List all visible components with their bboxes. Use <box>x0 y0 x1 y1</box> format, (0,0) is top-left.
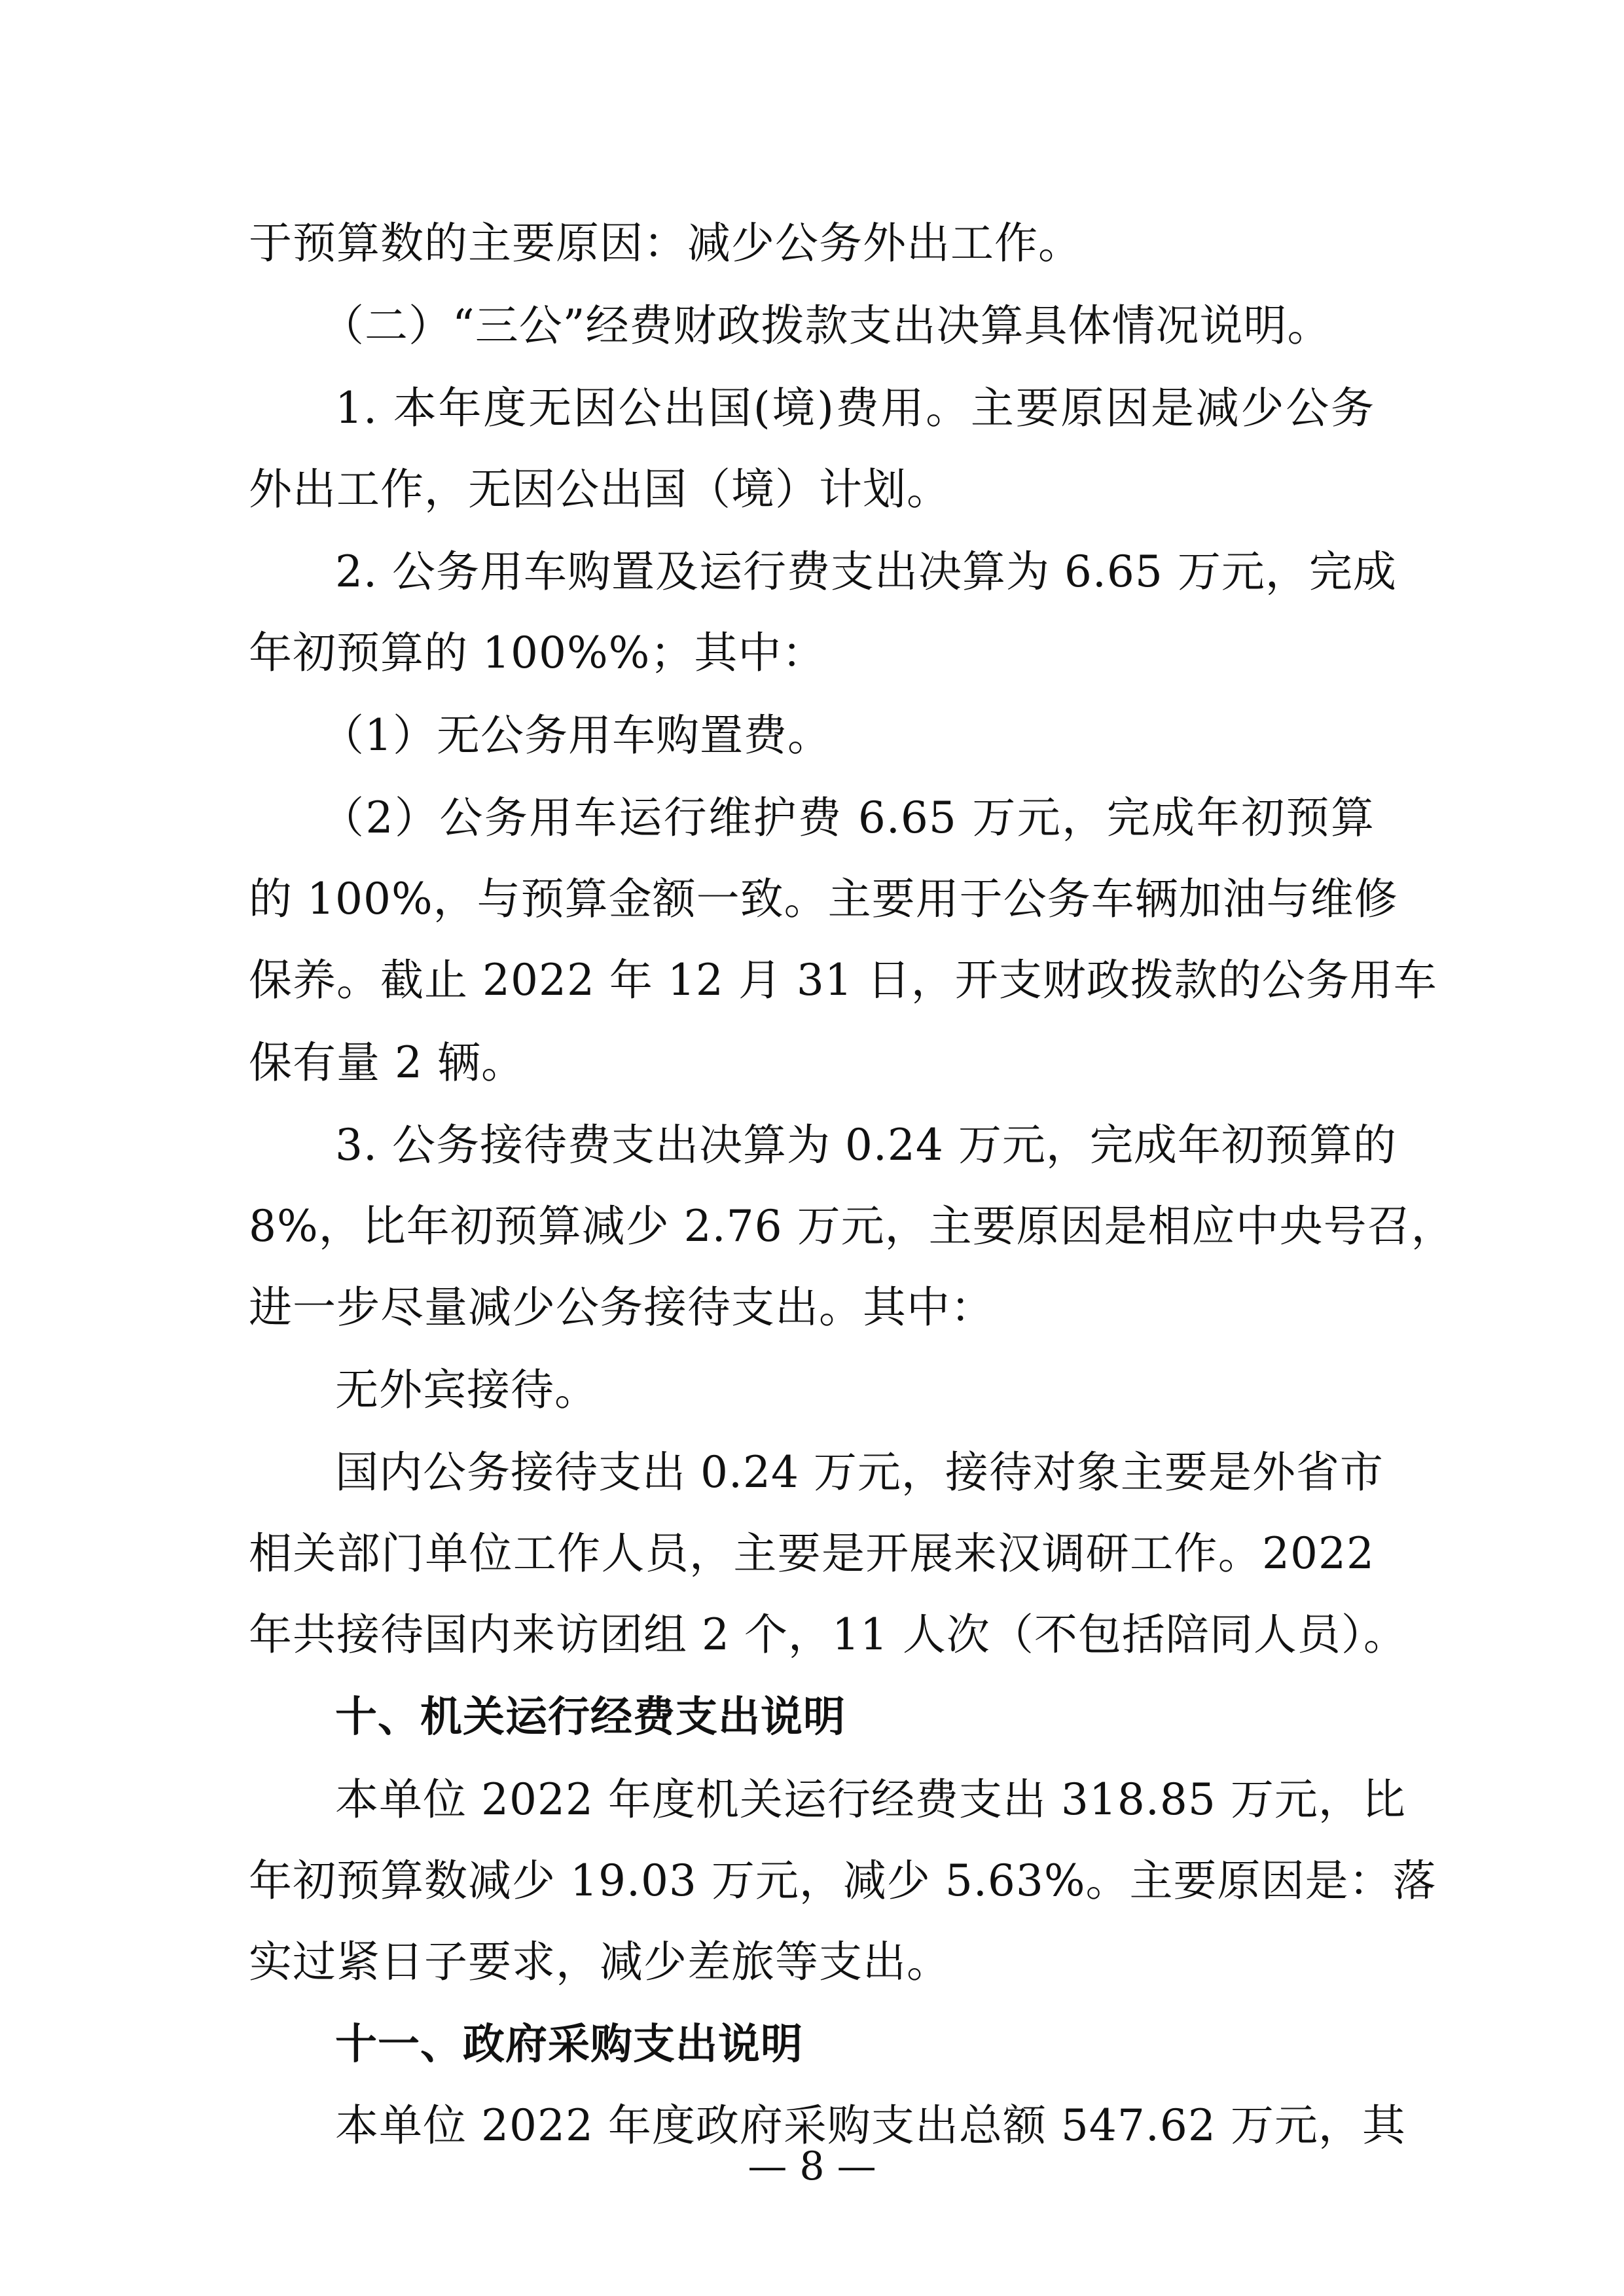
list-item: （1）无公务用车购置费。 <box>321 710 831 761</box>
paragraph-line: 3. 公务接待费支出决算为 0.24 万元，完成年初预算的 <box>335 1120 1397 1170</box>
paragraph-line: 实过紧日子要求，减少差旅等支出。 <box>249 1937 950 1987</box>
paragraph-line: 本单位 2022 年度政府采购支出总额 547.62 万元，其 <box>335 2100 1406 2151</box>
paragraph-line: 1. 本年度无因公出国(境)费用。主要原因是减少公务 <box>335 383 1375 433</box>
paragraph-line: 保养。截止 2022 年 12 月 31 日，开支财政拨款的公务用车 <box>249 955 1437 1005</box>
section-heading: 十一、政府采购支出说明 <box>335 2020 803 2069</box>
paragraph-line: 本单位 2022 年度机关运行经费支出 318.85 万元，比 <box>335 1774 1406 1825</box>
section-heading: 十、机关运行经费支出说明 <box>335 1693 846 1742</box>
paragraph-line: 于预算数的主要原因：减少公务外出工作。 <box>249 218 1082 268</box>
paragraph-line: 相关部门单位工作人员，主要是开展来汉调研工作。2022 <box>249 1528 1375 1579</box>
paragraph-line: 保有量 2 辆。 <box>249 1037 525 1088</box>
paragraph-line: 年初预算的 100%%；其中： <box>249 628 826 678</box>
paragraph-line: 无外宾接待。 <box>335 1365 598 1415</box>
paragraph-line: 年共接待国内来访团组 2 个，11 人次（不包括陪同人员）。 <box>249 1609 1407 1660</box>
paragraph-line: 的 100%，与预算金额一致。主要用于公务车辆加油与维修 <box>249 874 1398 924</box>
paragraph-line: 年初预算数减少 19.03 万元，减少 5.63%。主要原因是：落 <box>249 1856 1437 1906</box>
paragraph-line: 进一步尽量减少公务接待支出。其中： <box>249 1282 994 1333</box>
paragraph-line: 2. 公务用车购置及运行费支出决算为 6.65 万元，完成 <box>335 547 1397 597</box>
paragraph-line: 外出工作，无因公出国（境）计划。 <box>249 464 950 514</box>
section-subheading: （二）“三公”经费财政拨款支出决算具体情况说明。 <box>321 300 1331 351</box>
paragraph-line: 国内公务接待支出 0.24 万元，接待对象主要是外省市 <box>335 1447 1384 1498</box>
paragraph-line: 8%，比年初预算减少 2.76 万元，主要原因是相应中央号召， <box>249 1201 1455 1251</box>
page-number: — 8 — <box>748 2144 876 2189</box>
list-item: （2）公务用车运行维护费 6.65 万元，完成年初预算 <box>321 793 1375 843</box>
